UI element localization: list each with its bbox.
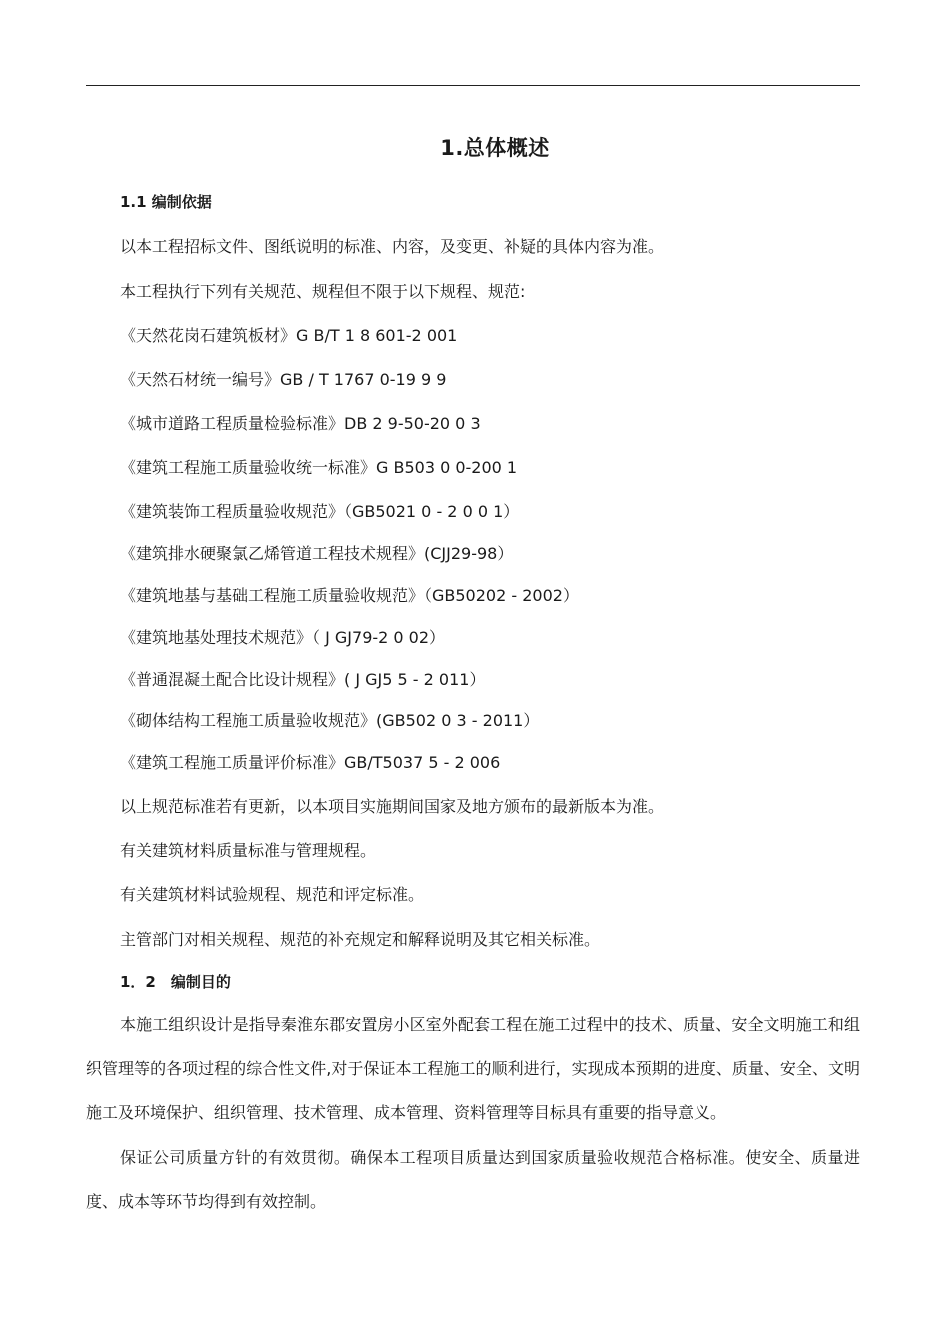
standard-item: 《天然石材统一编号》GB / T 1767 0-19 9 9 (120, 370, 447, 389)
standard-item: 《城市道路工程质量检验标准》DB 2 9-50-20 0 3 (120, 414, 481, 433)
basis-line: 主管部门对相关规程、规范的补充规定和解释说明及其它相关标准。 (120, 930, 601, 949)
purpose-paragraph: 本施工组织设计是指导秦淮东郡安置房小区室外配套工程在施工过程中的技术、质量、安全文明施工和组织管理等的各项过程的综合性文件,对于保证本工程施工的顺利进行，实现成本预期的进度、质量、安全、文明施工及环境保护、组织管理、技术管理、成本管理、资料管理等目标具有重要的指导意义。 (86, 1015, 860, 1122)
standard-item: 《砌体结构工程施工质量验收规范》(GB502 0 3 - 2011） (120, 711, 540, 730)
standard-item: 《建筑地基处理技术规范》（ J GJ79-2 0 02） (120, 628, 446, 647)
standard-item: 《建筑工程施工质量评价标准》GB/T5037 5 - 2 006 (120, 753, 501, 772)
section-heading-1-2: 1．2 编制目的 (120, 973, 231, 991)
header-rule (86, 85, 860, 86)
standard-item: 《建筑地基与基础工程施工质量验收规范》（GB50202 - 2002） (120, 586, 579, 605)
standard-item: 《天然花岗石建筑板材》G B/T 1 8 601-2 001 (120, 326, 458, 345)
purpose-paragraph: 保证公司质量方针的有效贯彻。确保本工程项目质量达到国家质量验收规范合格标准。使安全、质量进度、成本等环节均得到有效控制。 (86, 1148, 860, 1211)
page-title: 1.总体概述 (440, 136, 550, 160)
basis-line: 以本工程招标文件、图纸说明的标准、内容，及变更、补疑的具体内容为准。 (120, 237, 665, 256)
basis-line: 本工程执行下列有关规范、规程但不限于以下规程、规范: (120, 282, 526, 301)
section-heading-1-1: 1.1 编制依据 (120, 193, 212, 211)
standard-item: 《普通混凝土配合比设计规程》( J GJ5 5 - 2 011） (120, 670, 486, 689)
basis-line: 有关建筑材料质量标准与管理规程。 (120, 841, 377, 860)
standard-item: 《建筑装饰工程质量验收规范》（GB5021 0 - 2 0 0 1） (120, 502, 520, 521)
basis-line: 以上规范标准若有更新，以本项目实施期间国家及地方颁布的最新版本为准。 (120, 797, 665, 816)
standard-item: 《建筑工程施工质量验收统一标准》G B503 0 0-200 1 (120, 458, 518, 477)
standard-item: 《建筑排水硬聚氯乙烯管道工程技术规程》(CJJ29-98） (120, 544, 514, 563)
basis-line: 有关建筑材料试验规程、规范和评定标准。 (120, 885, 425, 904)
